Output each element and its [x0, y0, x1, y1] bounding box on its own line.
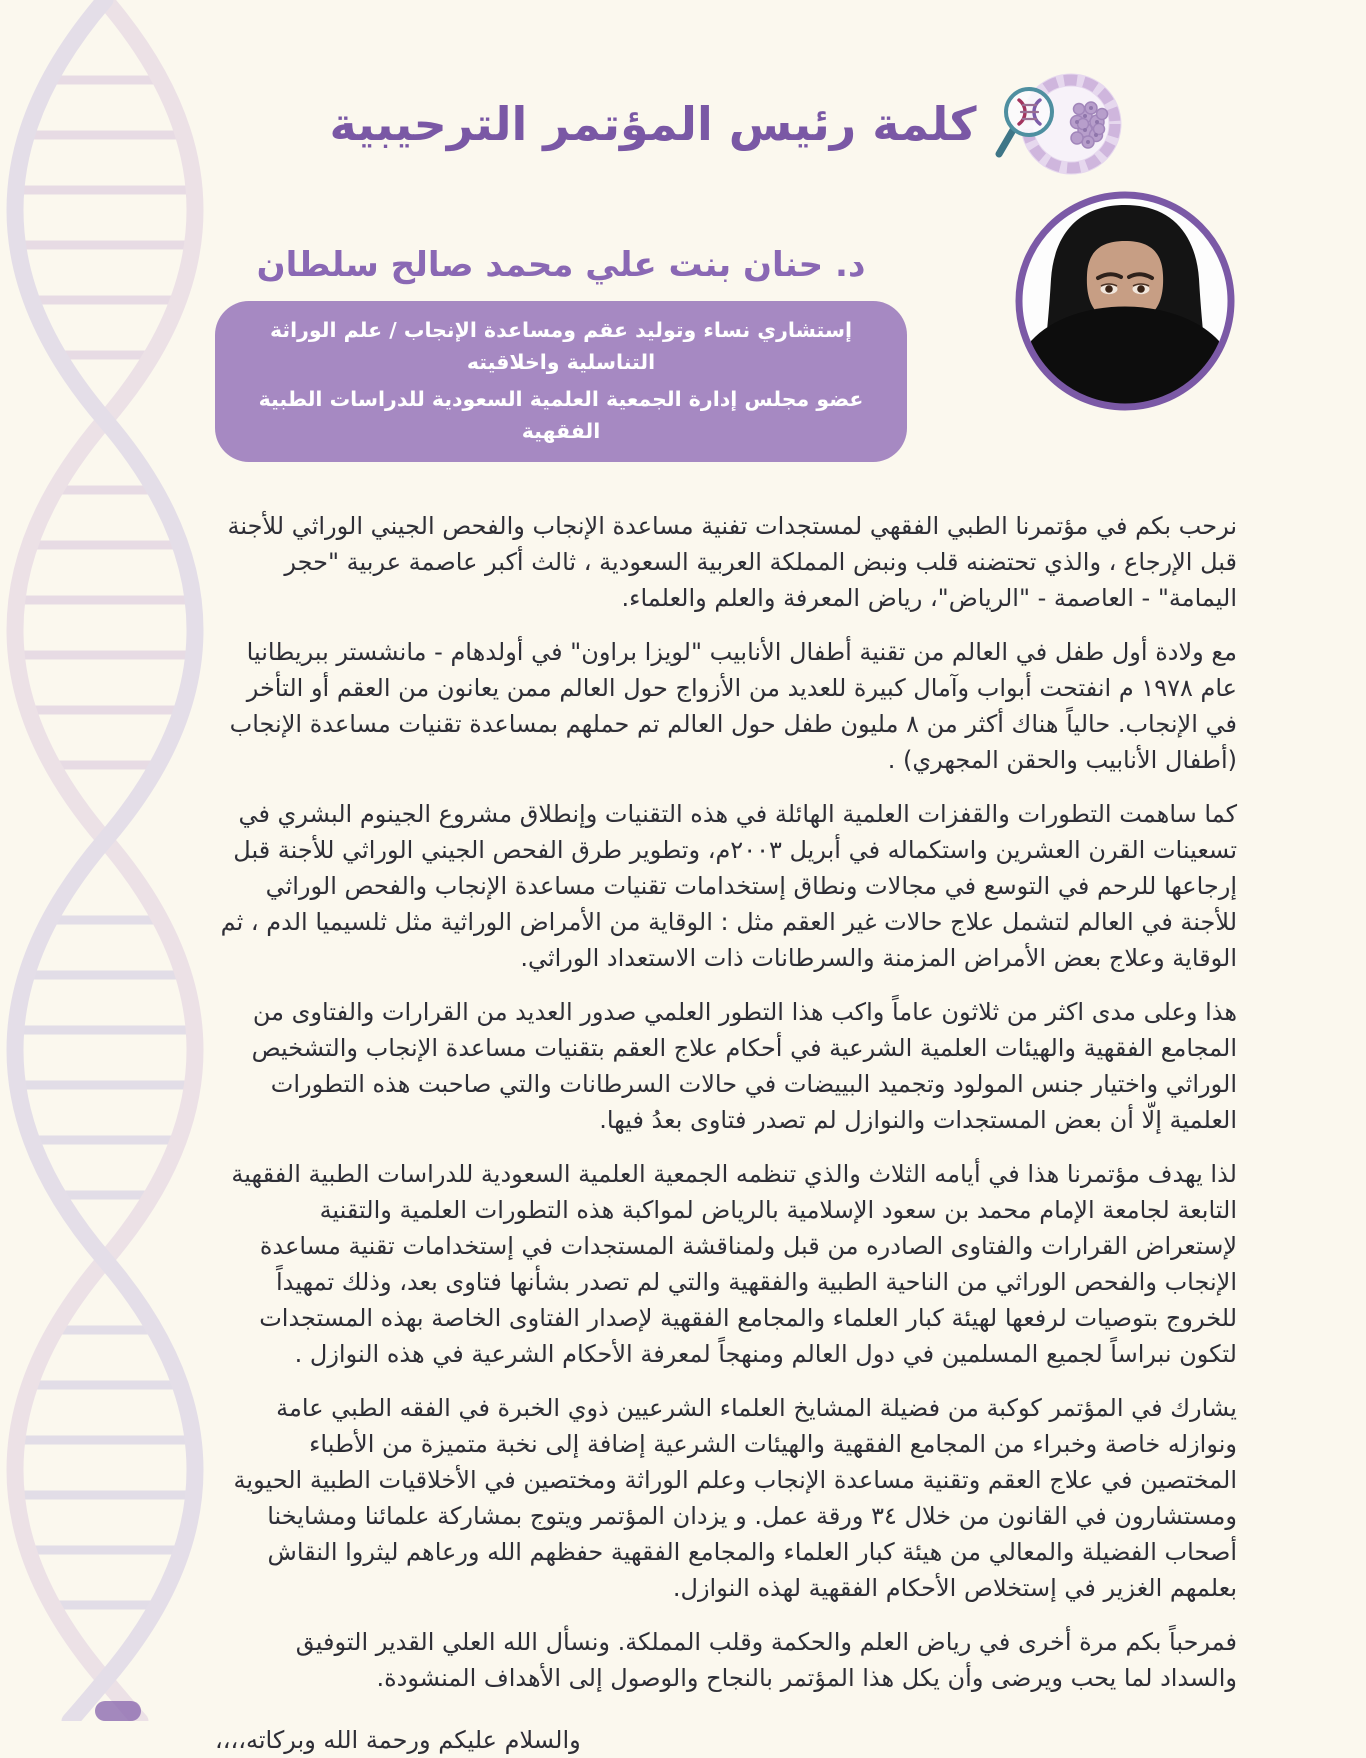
paragraph: فمرحباً بكم مرة أخرى في رياض العلم والحكمة وقلب المملكة. ونسأل الله العلي القدير التوفيق والسداد لما يحب ويرضى وأن يكل هذا المؤتمر بالنجاح والوصول إلى الأهداف المنشودة.	[295, 1627, 1237, 1692]
paragraph: هذا وعلى مدى اكثر من ثلاثون عاماً واكب هذا التطور العلمي صدور العديد من القرارات والفتاوى من المجامع الفقهية والهيئات العلمية الشرعية في أحكام علاج العقم بتقنيات مساعدة الإنجاب والتشخيص الوراثي واختيار جنس المولود وتجميد البييضات في حالات السرطانات والتي صاحبت هذه التطورات العلمية إلّا أن بعض المستجدات والنوازل لم تصدر فتاوى بعدُ فيها.	[251, 997, 1237, 1134]
closing-salutation: والسلام عليكم ورحمة الله وبركاته،،،،	[215, 1725, 581, 1754]
header	[215, 66, 1237, 183]
role-line-2: عضو مجلس إدارة الجمعية العلمية السعودية للدراسات الطبية الفقهية	[258, 387, 864, 444]
paragraph: كما ساهمت التطورات والقفزات العلمية الهائلة في هذه التقنيات وإنطلاق مشروع الجينوم البشري في تسعينات القرن العشرين واستكماله في أبريل ٢٠٠٣م، وتطوير طرق الفحص الجيني الوراثي للأجنة قبل إرجاعها للرحم في التوسع في مجالات ونطاق إستخدامات تقنيات مساعدة الإنجاب والفحص الوراثي للأجنة في العالم لتشمل علاج حالات غير العقم مثل : الوقاية من الأمراض الوراثية مثل ثلسيميا الدم ، ثم الوقاية وعلاج بعض الأمراض المزمنة والسرطانات ذات الاستعداد الوراثي.	[220, 799, 1237, 972]
role-pill	[215, 301, 907, 462]
page-title: كلمة رئيس المؤتمر الترحيبية	[329, 96, 977, 151]
doctor-photo	[1013, 189, 1237, 413]
page-content	[215, 0, 1237, 1758]
role-line-1: إستشاري نساء وتوليد عقم ومساعدة الإنجاب / علم الوراثة التناسلية واخلاقيته	[269, 317, 853, 374]
embryo-magnifier-icon	[995, 72, 1123, 176]
profile-section	[215, 199, 1237, 462]
paragraph: نرحب بكم في مؤتمرنا الطبي الفقهي لمستجدات تفنية مساعدة الإنجاب والفحص الجيني الوراثي للأجنة قبل الإرجاع ، والذي تحتضنه قلب ونبض المملكة العربية السعودية ، ثالث أكبر عاصمة عربية "حجر اليمامة" - العاصمة - "الرياض"، رياض المعرفة والعلم والعلماء.	[227, 511, 1237, 612]
dna-strand-end	[95, 1701, 141, 1721]
letter-body	[215, 508, 1237, 1758]
profile-text-block	[215, 199, 907, 462]
paragraph: لذا يهدف مؤتمرنا هذا في أيامه الثلاث والذي تنظمه الجمعية العلمية السعودية للدراسات الطبية الفقهية التابعة لجامعة الإمام محمد بن سعود الإسلامية بالرياض لمواكبة هذه التطورات العلمية والتقنية لإستعراض القرارات والفتاوى الصادره من قبل ولمناقشة المستجدات في إستخدامات تقنية مساعدة الإنجاب والفحص الوراثي من الناحية الطبية والفقهية والتي لم تصدر بشأنها فتاوى بعد، وذلك تمهيداً للخروج بتوصيات لرفعها لهيئة كبار العلماء والمجامع الفقهية لإصدار الفتاوى الخاصة بهذه المستجدات لتكون نبراساً لجميع المسلمين في دول العالم ومنهجاً لمعرفة الأحكام الشرعية في هذه النوازل .	[231, 1159, 1237, 1368]
doctor-name: د. حنان بنت علي محمد صالح سلطان	[256, 244, 866, 285]
paragraph: يشارك في المؤتمر كوكبة من فضيلة المشايخ العلماء الشرعيين ذوي الخبرة في الفقه الطبي عامة ونوازله خاصة وخبراء من المجامع الفقهية والهيئات الشرعية إضافة إلى نخبة متميزة من الأطباء المختصين في علاج العقم وتقنية مساعدة الإنجاب وعلم الوراثة ومختصين في الأخلاقيات الطبية الحيوية ومستشارون في القانون من خلال ٣٤ ورقة عمل. و يزدان المؤتمر ويتوج بمشاركة علمائنا ومشايخنا أصحاب الفضيلة والمعالي من هيئة كبار العلماء والمجامع الفقهية حفظهم الله ورعاهم ليثروا النقاش بعلمهم الغزير في إستخلاص الأحكام الفقهية لهذه النوازل.	[233, 1393, 1237, 1602]
dna-decoration	[0, 0, 235, 1721]
paragraph: مع ولادة أول طفل في العالم من تقنية أطفال الأنابيب "لويزا براون" في أولدهام - مانشستر ببريطانيا عام ١٩٧٨ م انفتحت أبواب وآمال كبيرة للعديد من الأزواج حول العالم ممن يعانون من العقم أو التأخر في الإنجاب. حالياً هناك أكثر من ٨ مليون طفل حول العالم تم حملهم بمساعدة تقنيات مساعدة الإنجاب (أطفال الأنابيب والحقن المجهري) .	[229, 637, 1237, 774]
